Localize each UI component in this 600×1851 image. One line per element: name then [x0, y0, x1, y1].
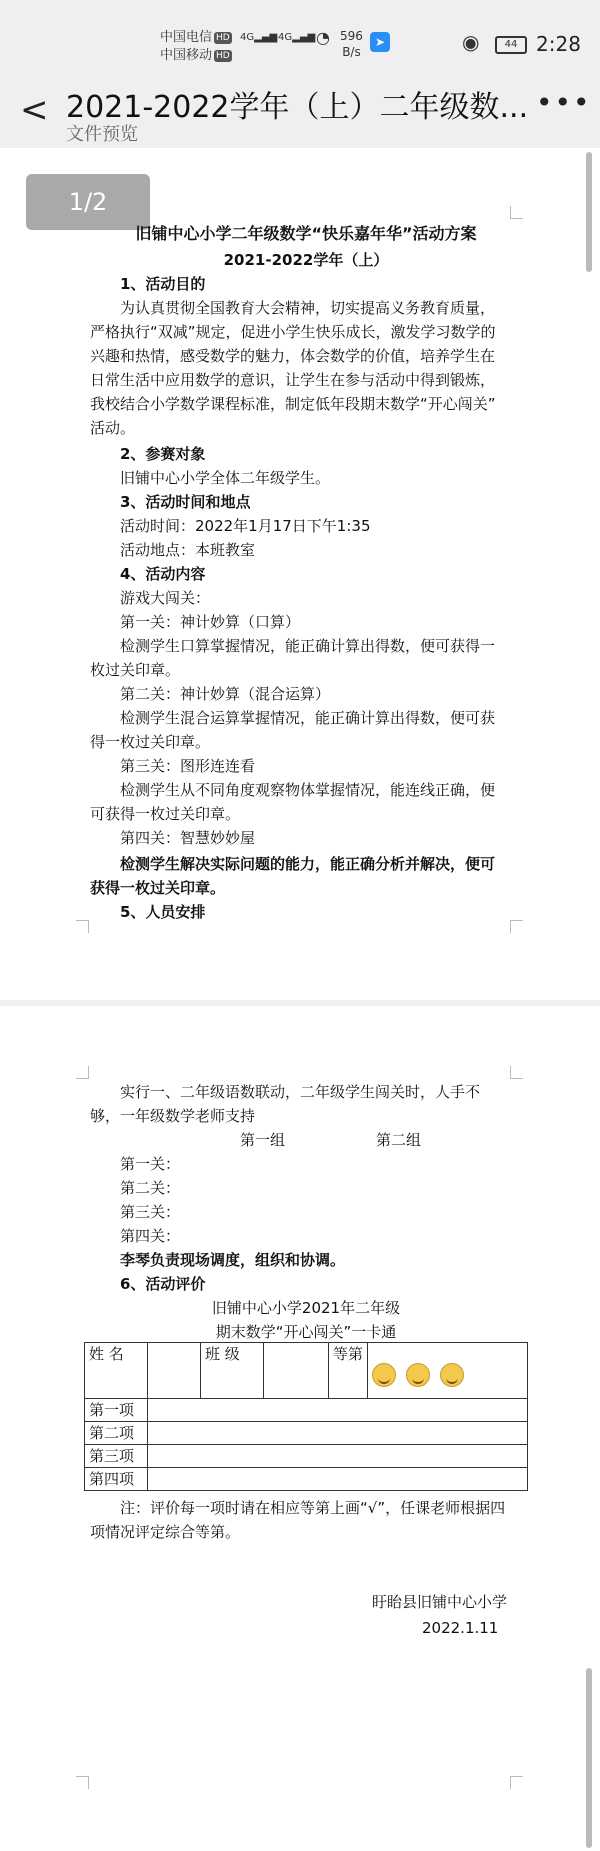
paragraph-line: 检测学生混合运算掌握情况，能正确计算出得数，便可获: [120, 709, 496, 727]
eye-comfort-icon: ◉: [462, 30, 480, 54]
neutral-face-icon: [440, 1363, 464, 1387]
signature: 盱眙县旧铺中心小学: [372, 1593, 508, 1611]
paragraph-line: 检测学生口算掌握情况，能正确计算出得数，便可获得一: [120, 637, 496, 655]
level-3-title: 第三关：图形连连看: [120, 757, 256, 775]
signal-2-icon: 4G▂▄▆: [278, 32, 316, 43]
section-4-heading: 4、活动内容: [120, 565, 206, 583]
app-header: [0, 80, 600, 148]
paragraph-line: 够，一年级数学老师支持: [90, 1107, 256, 1125]
coordinator-line: 李琴负责现场调度，组织和协调。: [120, 1251, 346, 1269]
participants: 旧铺中心小学全体二年级学生。: [120, 469, 331, 487]
app-notification-icon: ➤: [370, 32, 390, 52]
game-intro: 游戏大闯关：: [120, 589, 211, 607]
group-2-label: 第二组: [376, 1131, 422, 1149]
margin-corner: [510, 1066, 523, 1079]
page-indicator: 1/2: [26, 174, 150, 230]
grinning-face-icon: [372, 1363, 396, 1387]
section-2-heading: 2、参赛对象: [120, 445, 206, 463]
level-line: 第三关：: [120, 1203, 181, 1221]
paragraph-line: 我校结合小学数学课程标准，制定低年段期末数学“开心闯关”: [90, 395, 496, 413]
paragraph-line: 严格执行“双减”规定，促进小学生快乐成长，激发学习数学的: [90, 323, 496, 341]
section-5-heading: 5、人员安排: [120, 903, 206, 921]
class-label: 班 级: [201, 1343, 264, 1399]
paragraph-line: 检测学生解决实际问题的能力，能正确分析并解决，便可: [120, 855, 496, 873]
group-1-label: 第一组: [240, 1131, 286, 1149]
section-6-heading: 6、活动评价: [120, 1275, 206, 1293]
scrollbar-thumb-1[interactable]: [586, 152, 592, 272]
class-cell: [264, 1343, 329, 1399]
margin-corner: [510, 1776, 523, 1789]
scrollbar-thumb-2[interactable]: [586, 1668, 592, 1848]
margin-corner: [510, 920, 523, 933]
section-1-heading: 1、活动目的: [120, 275, 206, 293]
paragraph-line: 活动。: [90, 419, 136, 437]
card-title-line-1: 旧铺中心小学2021年二年级: [211, 1299, 401, 1317]
paragraph-line: 获得一枚过关印章。: [90, 879, 226, 897]
paragraph-line: 为认真贯彻全国教育大会精神，切实提高义务教育质量，: [120, 299, 496, 317]
row-label: 第二项: [85, 1422, 148, 1445]
row-label: 第三项: [85, 1445, 148, 1468]
note-line: 注：评价每一项时请在相应等第上画“√”，任课老师根据四: [120, 1499, 506, 1517]
row-label: 第四项: [85, 1468, 148, 1491]
row-cell: [148, 1468, 528, 1491]
signal-1-icon: 4G▂▄▆: [240, 32, 278, 43]
name-cell: [148, 1343, 201, 1399]
grade-label: 等第: [329, 1343, 368, 1399]
level-2-title: 第二关：神计妙算（混合运算）: [120, 685, 331, 703]
evaluation-table: [84, 1342, 528, 1491]
back-icon[interactable]: <: [20, 90, 49, 130]
level-1-title: 第一关：神计妙算（口算）: [120, 613, 301, 631]
clock: 2:28: [536, 32, 581, 56]
row-cell: [148, 1399, 528, 1422]
more-options-icon[interactable]: •••: [536, 86, 592, 119]
card-title-line-2: 期末数学“开心闯关”一卡通: [215, 1323, 397, 1341]
doc-year: 2021-2022学年（上）: [223, 251, 389, 269]
margin-corner: [76, 1066, 89, 1079]
battery-icon: 44: [495, 36, 527, 54]
paragraph-line: 日常生活中应用数学的意识，让学生在参与活动中得到锻炼，: [90, 371, 496, 389]
file-title: 2021-2022学年（上）二年级数...: [66, 90, 529, 125]
margin-corner: [76, 1776, 89, 1789]
paragraph-line: 检测学生从不同角度观察物体掌握情况，能连线正确，便: [120, 781, 496, 799]
level-4-title: 第四关：智慧妙妙屋: [120, 829, 256, 847]
status-bar: [0, 0, 600, 80]
paragraph-line: 可获得一枚过关印章。: [90, 805, 241, 823]
row-cell: [148, 1445, 528, 1468]
paragraph-line: 得一枚过关印章。: [90, 733, 211, 751]
paragraph-line: 枚过关印章。: [90, 661, 181, 679]
name-label: 姓 名: [85, 1343, 148, 1399]
carrier-2: 中国移动 HD: [160, 48, 230, 63]
level-line: 第一关：: [120, 1155, 181, 1173]
note-line: 项情况评定综合等第。: [90, 1523, 241, 1541]
paragraph-line: 实行一、二年级语数联动，二年级学生闯关时，人手不: [120, 1083, 481, 1101]
activity-place: 活动地点：本班教室: [120, 541, 256, 559]
doc-title: 旧铺中心小学二年级数学“快乐嘉年华”活动方案: [135, 224, 477, 243]
file-preview-label: 文件预览: [66, 124, 138, 145]
grade-faces: [368, 1343, 528, 1399]
margin-corner: [76, 920, 89, 933]
network-speed: 596 B/s: [340, 29, 363, 59]
carrier-1: 中国电信 HD: [160, 30, 230, 45]
row-cell: [148, 1422, 528, 1445]
paragraph-line: 兴趣和热情，感受数学的魅力，体会数学的价值，培养学生在: [90, 347, 496, 365]
level-line: 第二关：: [120, 1179, 181, 1197]
row-label: 第一项: [85, 1399, 148, 1422]
activity-time: 活动时间：2022年1月17日下午1:35: [120, 517, 371, 535]
wifi-icon: ◔: [316, 28, 330, 47]
level-line: 第四关：: [120, 1227, 181, 1245]
margin-corner: [510, 206, 523, 219]
smiling-face-icon: [406, 1363, 430, 1387]
section-3-heading: 3、活动时间和地点: [120, 493, 251, 511]
document-date: 2022.1.11: [422, 1619, 499, 1637]
